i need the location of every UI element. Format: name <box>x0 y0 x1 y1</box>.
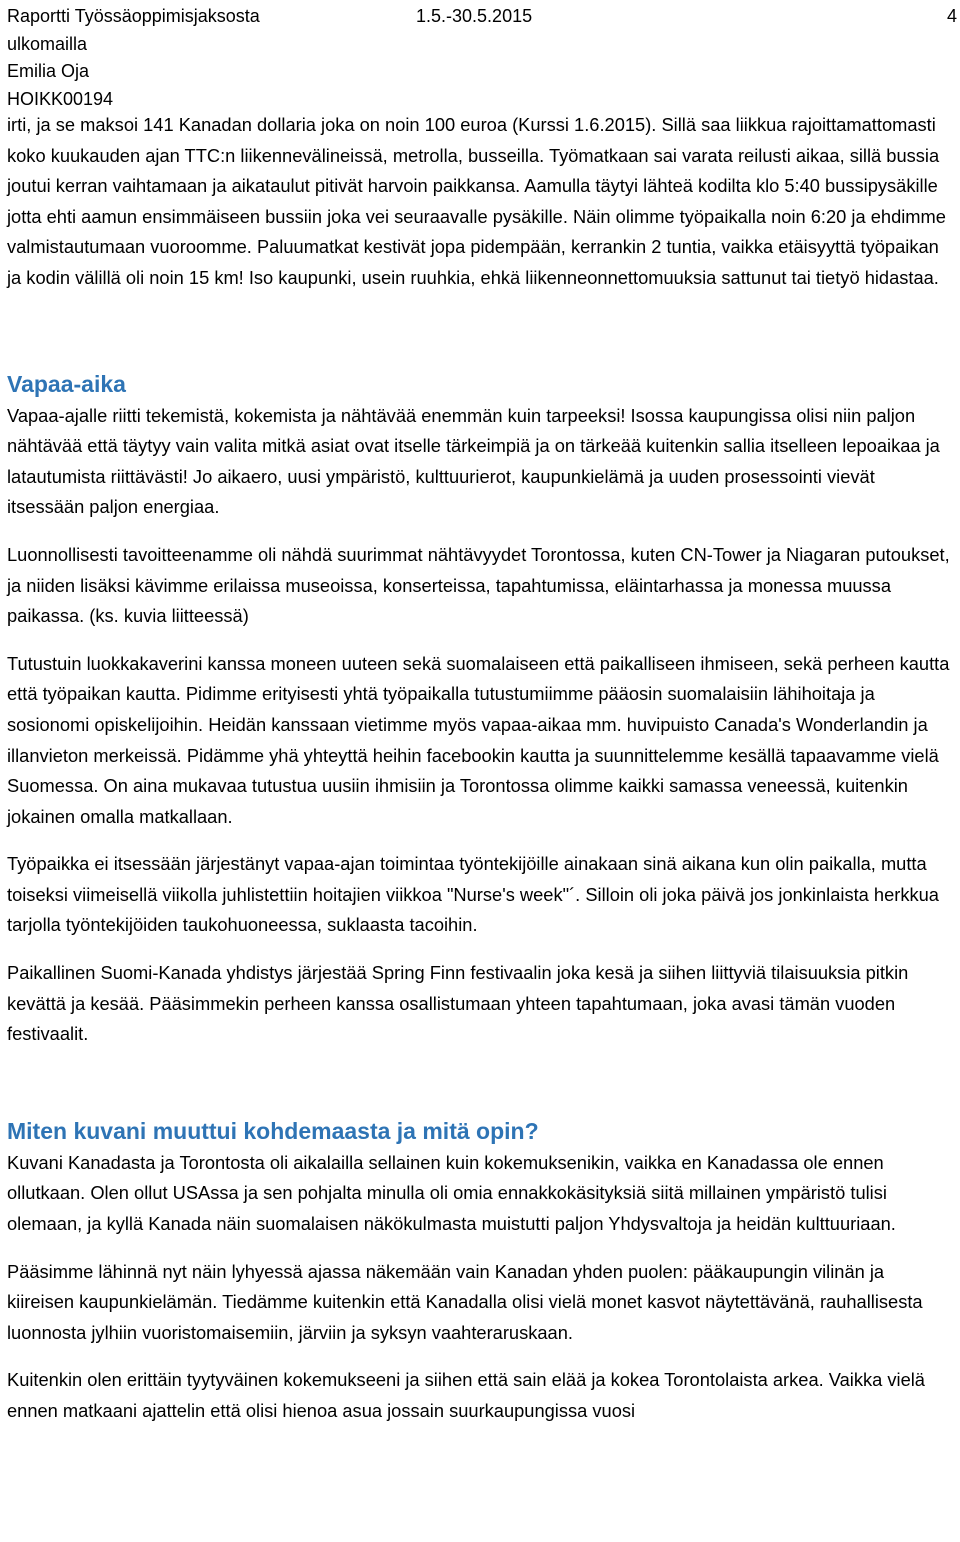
paragraph: Tutustuin luokkakaverini kanssa moneen uuteen sekä suomalaiseen että paikalliseen ihmiseen, sekä perheen kautta että työpaikan kautta. Pidimme erityisesti yhtä työpaikalla tutustumiimme pääosin suomalaisiin lähihoitaja ja sosionomi opiskelijoihin. Heidän kanssaan vietimme myös vapaa-aikaa mm. huvipuisto Canada's Wonderlandin ja illanvieton merkeissä. Pidämme yhä yhteyttä heihin facebookin kautta ja suunnittelemme kesällä tapaavamme vielä Suomessa. On aina mukavaa tutustua uusiin ihmisiin ja Torontossa olimme kaikki samassa veneessä, kuitenkin jokainen omalla matkallaan. <box>7 652 950 827</box>
document-body <box>7 110 953 1427</box>
intro-paragraph: irti, ja se maksoi 141 Kanadan dollaria joka on noin 100 euroa (Kurssi 1.6.2015). Sillä saa liikkua rajoittamattomasti koko kuukauden ajan TTC:n liikennevälineissä, metrolla, busseilla. Työmatkaan sai varata reilusti aikaa, sillä bussia joutui kerran vaihtamaan ja aikataulut pitivät harvoin paikkansa. Aamulla täytyi lähteä kodilta klo 5:40 bussipysäkille jotta ehti aamun ensimmäiseen bussiin joka vei seuraavalle pysäkille. Näin olimme työpaikalla noin 6:20 ja ehdimme valmistautumaan vuoroomme. Paluumatkat kestivät jopa pidempään, kerrankin 2 tuntia, vaikka etäisyyttä työpaikan ja kodin välillä oli noin 15 km! Iso kaupunki, usein ruuhkia, ehkä liikenneonnettomuuksia sattunut tai tietyö hidastaa. <box>7 114 946 288</box>
paragraph: Työpaikka ei itsessään järjestänyt vapaa-ajan toimintaa työntekijöille ainakaan sinä aikana kun olin paikalla, mutta toiseksi viimeisellä viikolla juhlistettiin hoitajien viikkoa "Nurse's week"´. Silloin oli joka päivä jos jonkinlaista herkkua tarjolla työntekijöiden taukohuoneessa, suklaasta tacoihin. <box>7 853 939 936</box>
paragraph: Kuvani Kanadasta ja Torontosta oli aikalailla sellainen kuin kokemuksenikin, vaikka en Kanadassa ole ennen ollutkaan. Olen ollut USAssa ja sen pohjalta minulla oli omia ennakkokäsityksiä siitä millainen ympäristö tulisi olemaan, ja kyllä Kanada näin suomalaisen näkökulmasta muistutti paljon Yhdysvaltoja ja heidän kulttuuriaan. <box>7 1151 896 1235</box>
paragraph: Paikallinen Suomi-Kanada yhdistys järjestää Spring Finn festivaalin joka kesä ja siihen liittyviä tilaisuuksia pitkin kevättä ja kesää. Pääsimmekin perheen kanssa osallistumaan yhteen tapahtumaan, joka avasi tämän vuoden festivaalit. <box>7 962 909 1045</box>
report-title-line2: ulkomailla <box>7 33 88 54</box>
paragraph: Vapaa-ajalle riitti tekemistä, kokemista ja nähtävää enemmän kuin tarpeeksi! Isossa kaupungissa olisi niin paljon nähtävää että täytyy vain valita mitkä asiat ovat itselle tärkeimpiä ja on tärkeää kuitenkin sallia itselleen lepoaikaa ja latautumista riittävästi! Jo aikaero, uusi ympäristö, kulttuurierot, kaupunkielämä ja uuden prosessointi vievät itsessään paljon energiaa. <box>7 404 940 518</box>
report-title: Raportti Työssäoppimisjaksosta <box>7 6 260 26</box>
report-dates: 1.5.-30.5.2015 <box>416 6 533 26</box>
page-header <box>7 3 957 113</box>
paragraph: Luonnollisesti tavoitteenamme oli nähdä suurimmat nähtävyydet Torontossa, kuten CN-Tower ja Niagaran putoukset, ja niiden lisäksi kävimme erilaissa museoissa, konserteissa, tapahtumissa, eläintarhassa ja monessa muussa paikassa. (ks. kuvia liitteessä) <box>7 543 950 627</box>
student-code: HOIKK00194 <box>7 88 114 109</box>
page-number: 4 <box>946 6 957 26</box>
section-heading-vapaa-aika: Vapaa-aika <box>7 370 126 397</box>
paragraph: Kuitenkin olen erittäin tyytyväinen kokemukseeni ja siihen että sain elää ja kokea Torontolaista arkea. Vaikka vielä ennen matkaani ajattelin että olisi hienoa asua jossain suurkaupungissa vuosi <box>7 1369 925 1421</box>
author-name: Emilia Oja <box>7 61 90 81</box>
header-row <box>7 3 957 31</box>
paragraph: Pääsimme lähinnä nyt näin lyhyessä ajassa näkemään vain Kanadan yhden puolen: pääkaupungin vilinän ja kiireisen kaupunkielämän. Tiedämme kuitenkin että Kanadalla olisi vielä monet kasvot näytettävänä, rauhallisesta luonnosta jylhiin vuoristomaisemiin, järviin ja syksyn vaahteraruskaan. <box>7 1260 923 1343</box>
section-heading-kuva-kohdemaasta: Miten kuvani muuttui kohdemaasta ja mitä opin? <box>7 1117 539 1144</box>
